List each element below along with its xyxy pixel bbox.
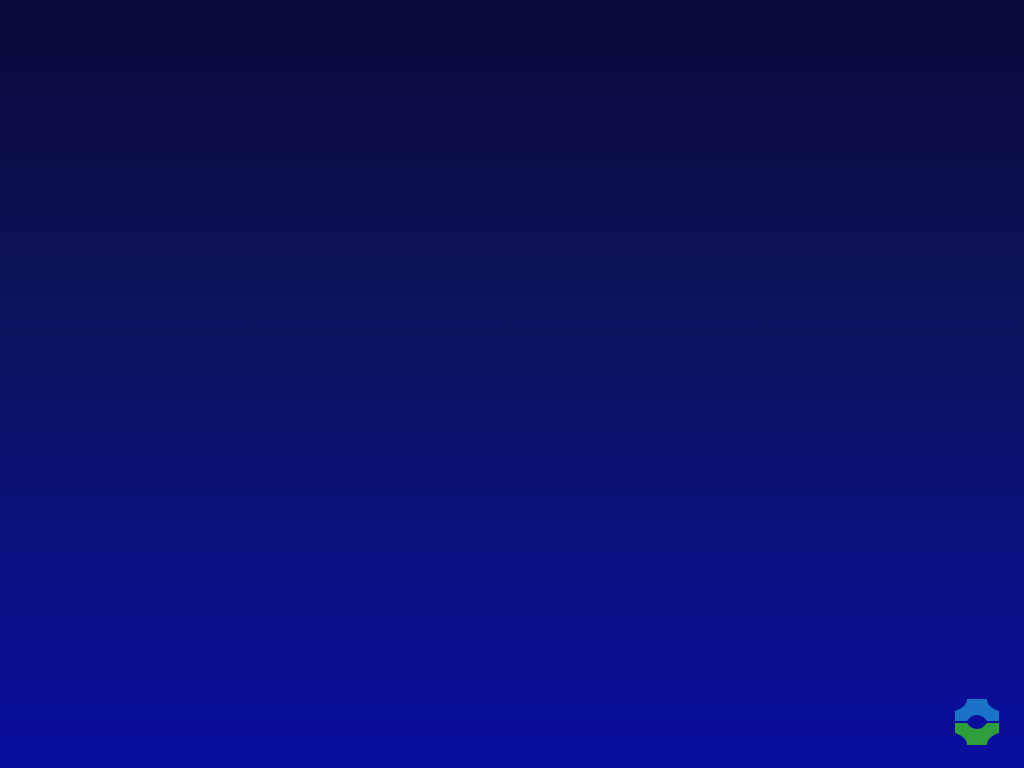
cross-logo-icon [953, 697, 1001, 745]
bullet-list [58, 188, 988, 200]
